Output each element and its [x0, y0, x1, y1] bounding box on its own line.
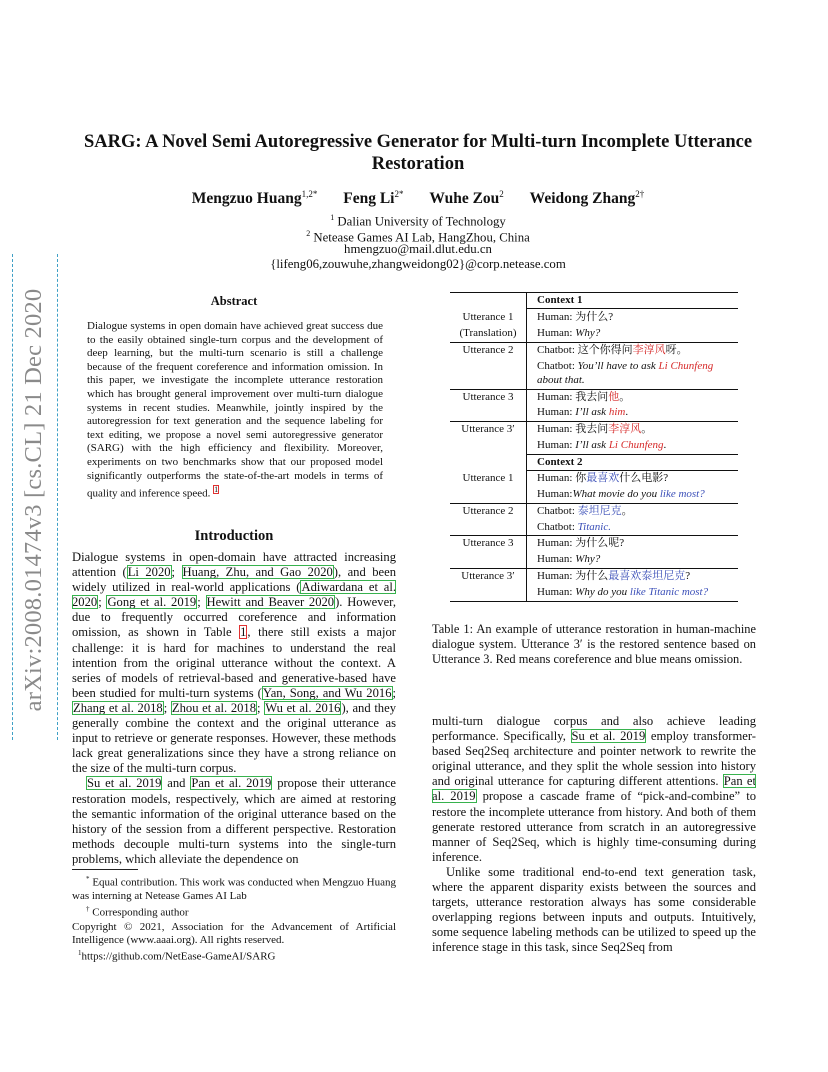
author: Weidong Zhang$^{2\dagger}$: [529, 189, 645, 208]
translation-text: Human: Why?: [537, 327, 601, 339]
citation-link[interactable]: Zhang et al. 2018: [73, 700, 163, 715]
row-label: Utterance 1: [462, 472, 514, 484]
citation-link[interactable]: Wu et al. 2016: [265, 700, 341, 715]
paragraph: Su et al. 2019 and Pan et al. 2019 propose their utterance restoration models, respectively, which are aimed at restoring the semantic information of the original utterance based on the history of the session from a different perspective. Restoration methods decouple multi-turn systems into the single-turn problems, which alleviate the dependence on: [72, 776, 397, 866]
footnote-equal: * Equal contribution. This work was conducted when Mengzuo Huang was interning at Netease Games AI Lab: [72, 875, 397, 903]
footnotes: [72, 873, 396, 964]
paragraph: Unlike some traditional end-to-end text generation task, where the apparent disparity exists between the sources and targets, utterance restoration always has some considerable overlapping regions between inputs and outputs. Intuitively, some sequence labeling methods can be utilized to speed up the inference stage in this task, since Seq2Seq from: [432, 864, 756, 955]
paper-title: SARG: A Novel Semi Autoregressive Generator for Multi-turn Incomplete Utterance Restoration: [83, 132, 753, 174]
citation-link[interactable]: Pan et al. 2019: [191, 776, 272, 791]
author-email-group: {lifeng06,zouwuhe,zhangweidong02}@corp.netease.com: [270, 257, 566, 271]
right-column-body: [432, 714, 756, 956]
translation-text: Chatbot: You’ll have to ask Li Chunfeng: [537, 360, 714, 372]
translation-text: Chatbot: Titanic.: [537, 521, 611, 533]
translation-text: Human: Why do you like Titanic most?: [537, 586, 709, 598]
table-rule: [450, 292, 738, 293]
utterance-text: Human: 我去问李淳风。: [537, 423, 653, 435]
context-heading: Context 2: [537, 456, 583, 468]
footnote-link[interactable]: 1: [214, 485, 219, 495]
utterance-text: Chatbot: 泰坦尼克。: [537, 505, 633, 517]
citation-link[interactable]: Su et al. 2019: [87, 776, 162, 791]
row-label: (Translation): [459, 327, 517, 339]
translation-text: Human: Why?: [537, 553, 601, 565]
introduction-heading: Introduction: [194, 528, 274, 544]
row-label: Utterance 3′: [461, 570, 515, 582]
introduction-body: [72, 550, 396, 867]
context-heading: Context 1: [537, 294, 583, 306]
author-list: [60, 189, 776, 208]
author: Wuhe Zou$^2$: [429, 189, 504, 208]
row-label: Utterance 2: [462, 344, 514, 356]
row-label: Utterance 3′: [461, 423, 515, 435]
author: Feng $Li^{2*}$: [343, 189, 404, 208]
row-label: Utterance 1: [462, 311, 514, 323]
utterance-text: Human: 你最喜欢什么电影?: [537, 472, 669, 484]
abstract-text: Dialogue systems in open domain have achieved great success due to the easily obtained single-turn corpus and the development of deep learning, but the multi-turn scenario is still a challenge because of the frequent coreference and information omission. In this paper, we investigate the incomplete utterance restoration which has brought general improvement over multi-turn dialogue systems in recent studies. Meanwhile, jointly inspired by the autoregression for text generation and the sequence labeling for text editing, we propose a novel semi autoregressive generator (SARG) with the high efficiency and flexibility. Moreover, experiments on two benchmarks show that our proposed model significantly outperforms the state-of-the-art models in terms of quality and inference speed. $^1$: [87, 320, 383, 500]
paragraph: Dialogue systems in open-domain have attracted increasing attention (Li 2020; Huang, Zhu, and Gao 2020), and been widely utilized in real-world applications (Adiwardana et al. 2020; Gong et al. 2019; Hewitt and Beaver 2020). However, due to frequently occurred coreference and information omission, as shown in Table 1, there still exists a major challenge: it is hard for machines to understand the real intention from the original utterance without the context. A series of models of retrieval-based and generative-based have been studied for multi-turn systems (Yan, Song, and Wu 2016; Zhang et al. 2018; Zhou et al. 2018; Wu et al. 2016), and they generally combine the context and the original utterance as input to retrieve or generate responses. However, these methods lack great generalizations since they have a strong reliance on the size of the multi-turn corpus.: [72, 550, 397, 776]
translation-text: Human:What movie do you like most?: [537, 488, 705, 500]
table-rule: [526, 308, 738, 309]
row-label: Utterance 3: [462, 391, 514, 403]
paragraph: multi-turn dialogue corpus and also achieve leading performance. Specifically, Su et al. 2019 employ transformer-based Seq2Seq architecture and pointer network to rewrite the original utterance, and they split the whole session into history and original utterance for capturing different attentions. Pan et al. 2019 propose a cascade frame of “pick-and-combine” to restore the incomplete utterance from history. And both of them generate restored utterance from scratch in an autoregressive manner of Seq2Seq, which is highly time-consuming during inference.: [432, 714, 756, 864]
citation-link[interactable]: Zhou et al. 2018: [171, 700, 257, 715]
affiliation: $^2$ Netease Games AI Lab, HangZhou, China: [306, 229, 530, 245]
utterance-text: Human: 我去问他。: [537, 391, 631, 403]
arxiv-identifier: arXiv:2008.01474v3 [cs.CL] 21 Dec 2020: [20, 288, 47, 712]
citation-link[interactable]: Yan, Song, and Wu 2016: [262, 685, 392, 700]
translation-text: about that.: [537, 374, 585, 386]
citation-link[interactable]: Hewitt and Beaver 2020: [206, 595, 335, 610]
footnote-rule: [72, 869, 138, 870]
row-label: Utterance 3: [462, 537, 514, 549]
footnote-url: $^1$https://github.com/NetEase-GameAI/SARG: [78, 949, 276, 963]
table-column-rule: [526, 292, 527, 601]
translation-text: Human: I’ll ask Li Chunfeng.: [537, 439, 667, 451]
utterance-text: Human: 为什么最喜欢泰坦尼克?: [537, 570, 691, 582]
table-rule: [450, 601, 738, 602]
row-label: Utterance 2: [462, 505, 514, 517]
translation-text: Human: I’ll ask him.: [537, 406, 629, 418]
utterance-text: Human: 为什么?: [537, 311, 614, 323]
citation-link[interactable]: Gong et al. 2019: [107, 595, 197, 610]
table-caption: Table 1: An example of utterance restoration in human-machine dialogue system. Utterance 3′ is the restored sentence based on Utterance 3. Red means coreference and blue means omission.: [432, 622, 756, 666]
citation-link[interactable]: Huang, Zhu, and Gao 2020: [182, 565, 333, 580]
abstract-heading: Abstract: [210, 294, 258, 308]
citation-link[interactable]: Su et al. 2019: [571, 729, 646, 744]
utterance-text: Chatbot: 这个你得问李淳风呀。: [537, 344, 688, 356]
author: Mengzuo Huang$^{1,2*}$: [191, 189, 318, 208]
table-ref-link[interactable]: 1: [240, 625, 247, 640]
author-email: hmengzuo@mail.dlut.edu.cn: [344, 242, 492, 256]
copyright-notice: Copyright © 2021, Association for the Advancement of Artificial Intelligence (www.aaai.org). All rights reserved.: [72, 920, 396, 946]
citation-link[interactable]: Li 2020: [127, 565, 171, 580]
affiliation: $^1$ Dalian University of Technology: [330, 213, 506, 229]
citation-link[interactable]: Adiwardana et al. 2020: [72, 580, 397, 610]
utterance-text: Human: 为什么呢?: [537, 537, 625, 549]
footnote-corresponding: † Corresponding author: [86, 905, 189, 920]
citation-link[interactable]: Pan et al. 2019: [432, 774, 756, 804]
